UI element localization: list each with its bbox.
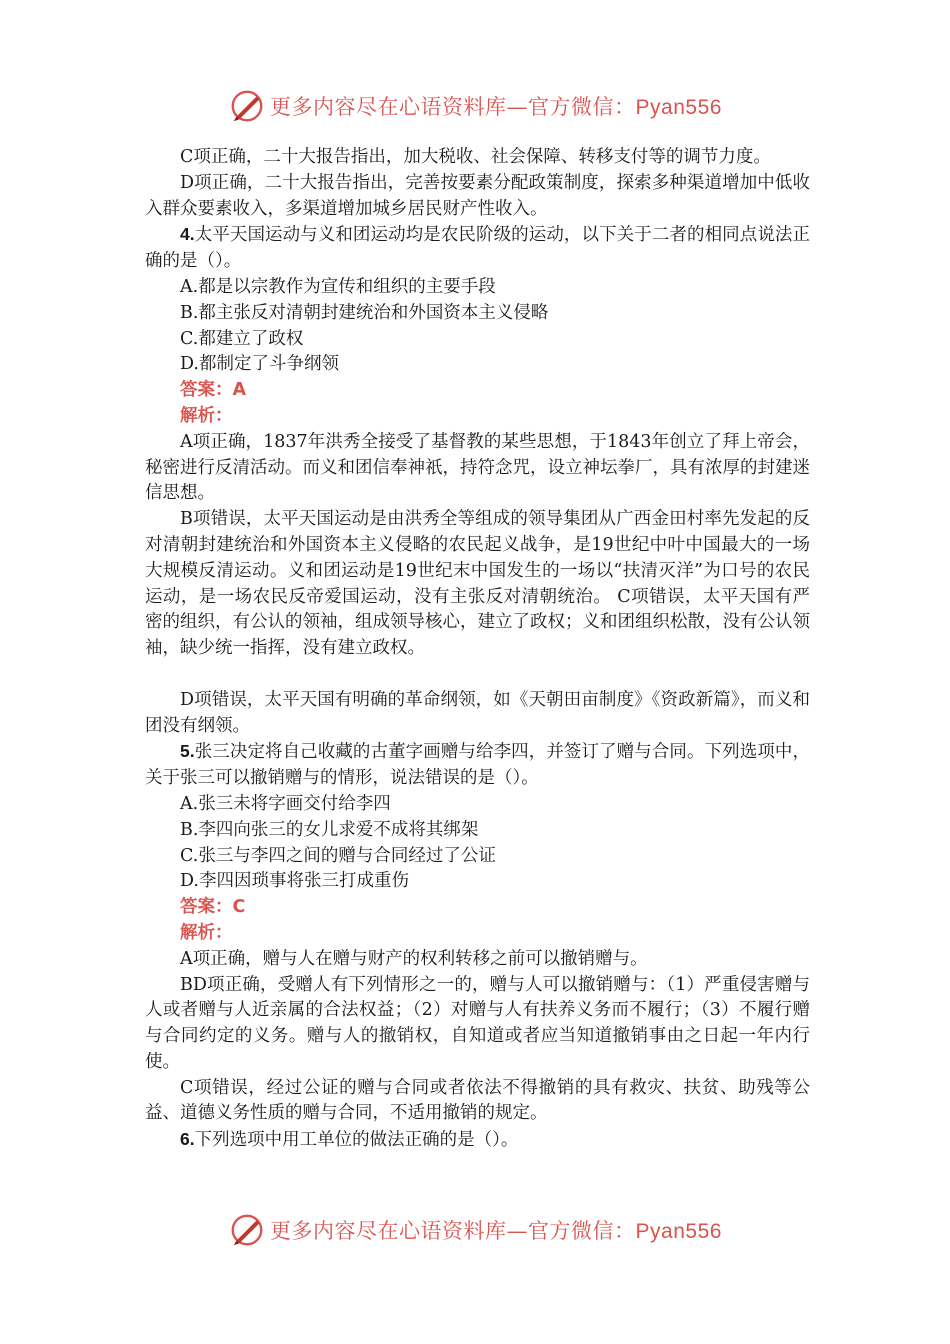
question-4: 4.太平天国运动与义和团运动均是农民阶级的运动，以下关于二者的相同点说法正确的是（）。 [145,224,810,272]
spacer [145,662,810,688]
analysis-paragraph: D项错误，太平天国有明确的革命纲领，如《天朝田亩制度》《资政新篇》，而义和团没有纲领。 [145,689,810,736]
analysis-paragraph: A项正确，1837年洪秀全接受了基督教的某些思想，于1843年创立了拜上帝会，秘密进行反清活动。而义和团信奉神祇，持符念咒，设立神坛拳厂，具有浓厚的封建迷信思想。 [145,431,810,504]
document-body [145,145,810,1154]
footer-banner [0,1210,950,1250]
banner-text: 更多内容尽在心语资料库—官方微信：Pyan556 [270,1219,722,1243]
option-c: C.都建立了政权 [180,328,304,349]
option-b: B.都主张反对清朝封建统治和外国资本主义侵略 [180,302,549,323]
banner-text: 更多内容尽在心语资料库—官方微信：Pyan556 [270,95,722,119]
paragraph: D项正确，二十大报告指出，完善按要素分配政策制度，探索多种渠道增加中低收入群众要素收入，多渠道增加城乡居民财产性收入。 [145,172,810,219]
answer-label: 答案：C [180,897,246,918]
analysis-paragraph: BD项正确，受赠人有下列情形之一的，赠与人可以撤销赠与：（1）严重侵害赠与人或者赠与人近亲属的合法权益；（2）对赠与人有扶养义务而不履行；（3）不履行赠与合同约定的义务。赠与人的撤销权，自知道或者应当知道撤销事由之日起一年内行使。 [145,974,810,1072]
analysis-label: 解析： [180,405,233,426]
analysis-label: 解析： [180,922,233,943]
pen-logo-icon [228,1211,266,1249]
paragraph: C项正确，二十大报告指出，加大税收、社会保障、转移支付等的调节力度。 [180,147,771,167]
pen-logo-icon [228,87,266,125]
option-c: C.张三与李四之间的赠与合同经过了公证 [180,845,496,866]
header-banner [0,86,950,126]
question-5: 5.张三决定将自己收藏的古董字画赠与给李四，并签订了赠与合同。下列选项中，关于张三可以撤销赠与的情形，说法错误的是（）。 [145,741,810,789]
analysis-paragraph: A项正确，赠与人在赠与财产的权利转移之前可以撤销赠与。 [180,948,648,969]
option-a: A.张三未将字画交付给李四 [180,793,391,814]
analysis-paragraph: C项错误，经过公证的赠与合同或者依法不得撤销的具有救灾、扶贫、助残等公益、道德义务性质的赠与合同，不适用撤销的规定。 [145,1077,810,1124]
option-b: B.李四向张三的女儿求爱不成将其绑架 [180,819,479,840]
option-d: D.都制定了斗争纲领 [180,354,339,375]
option-a: A.都是以宗教作为宣传和组织的主要手段 [180,276,496,297]
question-6: 6.下列选项中用工单位的做法正确的是（）。 [180,1129,519,1151]
analysis-paragraph: B项错误，太平天国运动是由洪秀全等组成的领导集团从广西金田村率先发起的反对清朝封建统治和外国资本主义侵略的农民起义战争，是19世纪中叶中国最大的一场大规模反清运动。义和团运动是19世纪末中国发生的一场以“扶清灭洋”为口号的农民运动，是一场农民反帝爱国运动，没有主张反对清朝统治。 C项错误，太平天国有严密的组织，有公认的领袖，组成领导核心，建立了政权；义和团组织松散，没有公认领袖，缺少统一指挥，没有建立政权。 [145,509,810,659]
answer-label: 答案：A [180,380,247,401]
option-d: D.李四因琐事将张三打成重伤 [180,871,409,892]
